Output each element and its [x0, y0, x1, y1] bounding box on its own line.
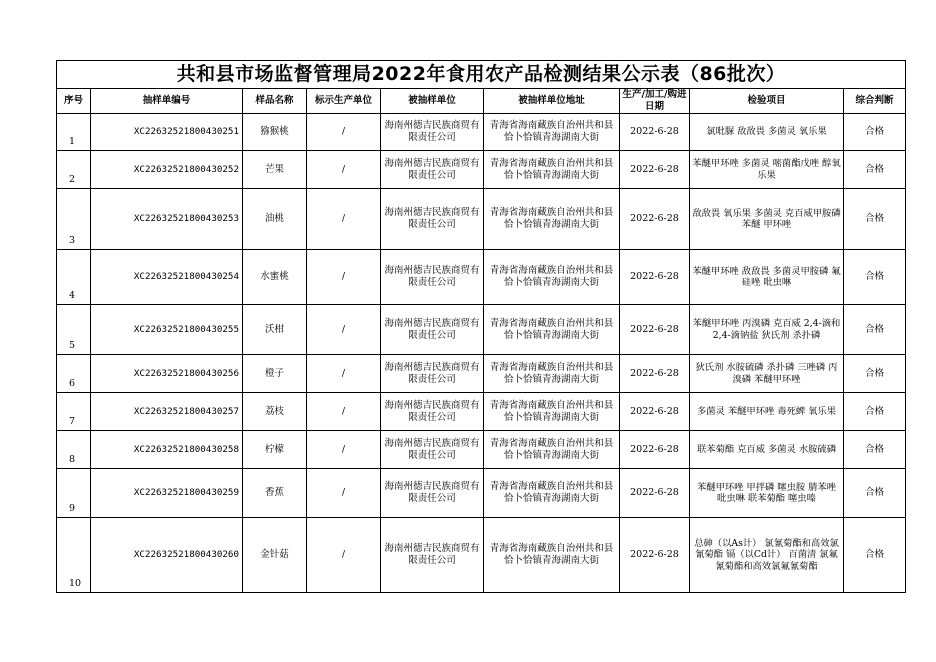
- header-sample-name: 样品名称: [243, 89, 307, 114]
- sample-name: 油桃: [243, 189, 307, 250]
- sampled-unit: 海南州德吉民族商贸有限责任公司: [381, 189, 484, 250]
- sample-name: 芒果: [243, 151, 307, 189]
- unit-address: 青海省海南藏族自治州共和县恰卜恰镇青海湖南大街: [484, 355, 620, 393]
- sample-name: 猕猴桃: [243, 114, 307, 151]
- sample-code: XC22632521800430256: [91, 355, 243, 393]
- test-items: 多菌灵 苯醚甲环唑 毒死蜱 氧乐果: [690, 393, 844, 431]
- date: 2022-6-28: [620, 469, 690, 518]
- header-seq: 序号: [57, 89, 91, 114]
- row-seq: 6: [57, 355, 91, 393]
- test-items: 联苯菊酯 克百威 多菌灵 水胺硫磷: [690, 431, 844, 469]
- unit-address: 青海省海南藏族自治州共和县恰卜恰镇青海湖南大街: [484, 518, 620, 593]
- sample-code: XC22632521800430253: [91, 189, 243, 250]
- row-seq: 1: [57, 114, 91, 151]
- test-items: 狄氏剂 水胺硫磷 杀扑磷 三唑磷 丙溴磷 苯醚甲环唑: [690, 355, 844, 393]
- table-row: [57, 189, 906, 250]
- producer: /: [307, 469, 381, 518]
- result: 合格: [844, 114, 906, 151]
- header-date: 生产/加工/购进日期: [620, 89, 690, 114]
- producer: /: [307, 114, 381, 151]
- sample-name: 金针菇: [243, 518, 307, 593]
- result: 合格: [844, 250, 906, 305]
- sampled-unit: 海南州德吉民族商贸有限责任公司: [381, 431, 484, 469]
- sampled-unit: 海南州德吉民族商贸有限责任公司: [381, 250, 484, 305]
- producer: /: [307, 305, 381, 355]
- sampled-unit: 海南州德吉民族商贸有限责任公司: [381, 151, 484, 189]
- producer: /: [307, 355, 381, 393]
- sampled-unit: 海南州德吉民族商贸有限责任公司: [381, 469, 484, 518]
- producer: /: [307, 151, 381, 189]
- producer: /: [307, 393, 381, 431]
- result: 合格: [844, 518, 906, 593]
- sample-name: 水蜜桃: [243, 250, 307, 305]
- sampled-unit: 海南州德吉民族商贸有限责任公司: [381, 355, 484, 393]
- sampled-unit: 海南州德吉民族商贸有限责任公司: [381, 393, 484, 431]
- unit-address: 青海省海南藏族自治州共和县恰卜恰镇青海湖南大街: [484, 114, 620, 151]
- report-sheet: [56, 60, 894, 593]
- header-result: 综合判断: [844, 89, 906, 114]
- result: 合格: [844, 305, 906, 355]
- table-row: [57, 469, 906, 518]
- row-seq: 5: [57, 305, 91, 355]
- test-items: 苯醚甲环唑 敌敌畏 多菌灵甲胺磷 氟硅唑 吡虫啉: [690, 250, 844, 305]
- sample-code: XC22632521800430252: [91, 151, 243, 189]
- page-title: 共和县市场监督管理局2022年食用农产品检测结果公示表（86批次）: [57, 61, 906, 89]
- result: 合格: [844, 393, 906, 431]
- date: 2022-6-28: [620, 355, 690, 393]
- table-row: [57, 393, 906, 431]
- sampled-unit: 海南州德吉民族商贸有限责任公司: [381, 114, 484, 151]
- table-row: [57, 431, 906, 469]
- test-items: 苯醚甲环唑 丙溴磷 克百威 2,4-滴和2,4-滴钠盐 狄氏剂 杀扑磷: [690, 305, 844, 355]
- header-sample-code: 抽样单编号: [91, 89, 243, 114]
- date: 2022-6-28: [620, 431, 690, 469]
- result: 合格: [844, 189, 906, 250]
- unit-address: 青海省海南藏族自治州共和县恰卜恰镇青海湖南大街: [484, 151, 620, 189]
- sampled-unit: 海南州德吉民族商贸有限责任公司: [381, 518, 484, 593]
- row-seq: 7: [57, 393, 91, 431]
- sampled-unit: 海南州德吉民族商贸有限责任公司: [381, 305, 484, 355]
- sample-name: 香蕉: [243, 469, 307, 518]
- date: 2022-6-28: [620, 250, 690, 305]
- test-items: 苯醚甲环唑 甲拌磷 噻虫胺 腈苯唑 吡虫啉 联苯菊酯 噻虫嗪: [690, 469, 844, 518]
- sample-code: XC22632521800430257: [91, 393, 243, 431]
- test-items: 总砷（以As计） 氯氰菊酯和高效氯氰菊酯 镉（以Cd计） 百菌清 氯氟氰菊酯和高效氯氟氰菊酯: [690, 518, 844, 593]
- header-producer: 标示生产单位: [307, 89, 381, 114]
- results-table: [56, 60, 906, 593]
- test-items: 氯吡脲 敌敌畏 多菌灵 氧乐果: [690, 114, 844, 151]
- table-row: [57, 305, 906, 355]
- producer: /: [307, 431, 381, 469]
- row-seq: 4: [57, 250, 91, 305]
- table-row: [57, 518, 906, 593]
- header-sampled-unit: 被抽样单位: [381, 89, 484, 114]
- sample-code: XC22632521800430254: [91, 250, 243, 305]
- unit-address: 青海省海南藏族自治州共和县恰卜恰镇青海湖南大街: [484, 305, 620, 355]
- date: 2022-6-28: [620, 114, 690, 151]
- sample-code: XC22632521800430258: [91, 431, 243, 469]
- sample-code: XC22632521800430259: [91, 469, 243, 518]
- sample-code: XC22632521800430251: [91, 114, 243, 151]
- producer: /: [307, 518, 381, 593]
- unit-address: 青海省海南藏族自治州共和县恰卜恰镇青海湖南大街: [484, 393, 620, 431]
- unit-address: 青海省海南藏族自治州共和县恰卜恰镇青海湖南大街: [484, 431, 620, 469]
- producer: /: [307, 189, 381, 250]
- date: 2022-6-28: [620, 151, 690, 189]
- test-items: 苯醚甲环唑 多菌灵 嘧菌酯戊唑 醇氧乐果: [690, 151, 844, 189]
- row-seq: 8: [57, 431, 91, 469]
- row-seq: 9: [57, 469, 91, 518]
- row-seq: 3: [57, 189, 91, 250]
- sample-name: 沃柑: [243, 305, 307, 355]
- unit-address: 青海省海南藏族自治州共和县恰卜恰镇青海湖南大街: [484, 469, 620, 518]
- header-unit-address: 被抽样单位地址: [484, 89, 620, 114]
- unit-address: 青海省海南藏族自治州共和县恰卜恰镇青海湖南大街: [484, 189, 620, 250]
- header-test-items: 检验项目: [690, 89, 844, 114]
- date: 2022-6-28: [620, 393, 690, 431]
- result: 合格: [844, 431, 906, 469]
- table-row: [57, 151, 906, 189]
- row-seq: 2: [57, 151, 91, 189]
- producer: /: [307, 250, 381, 305]
- date: 2022-6-28: [620, 189, 690, 250]
- table-row: [57, 355, 906, 393]
- unit-address: 青海省海南藏族自治州共和县恰卜恰镇青海湖南大街: [484, 250, 620, 305]
- result: 合格: [844, 469, 906, 518]
- row-seq: 10: [57, 518, 91, 593]
- date: 2022-6-28: [620, 305, 690, 355]
- table-row: [57, 250, 906, 305]
- sample-code: XC22632521800430255: [91, 305, 243, 355]
- sample-name: 橙子: [243, 355, 307, 393]
- sample-code: XC22632521800430260: [91, 518, 243, 593]
- table-row: [57, 114, 906, 151]
- test-items: 敌敌畏 氧乐果 多菌灵 克百威甲胺磷苯醚 甲环唑: [690, 189, 844, 250]
- sample-name: 荔枝: [243, 393, 307, 431]
- sample-name: 柠檬: [243, 431, 307, 469]
- date: 2022-6-28: [620, 518, 690, 593]
- header-row: [57, 89, 906, 114]
- result: 合格: [844, 355, 906, 393]
- result: 合格: [844, 151, 906, 189]
